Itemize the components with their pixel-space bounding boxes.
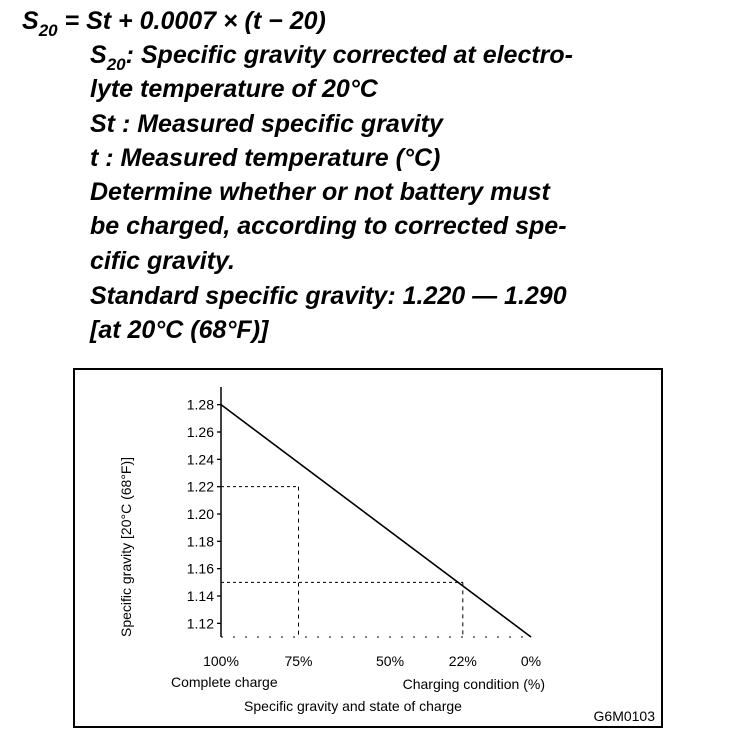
instruction-line-2: be charged, according to corrected spe-	[90, 212, 567, 240]
instruction-line-3: cific gravity.	[90, 247, 235, 275]
definition-s20-continued: lyte temperature of 20°C	[90, 75, 378, 103]
formula	[22, 6, 326, 39]
definition-st: St : Measured specific gravity	[90, 110, 443, 138]
instruction-line-1: Determine whether or not battery must	[90, 178, 550, 206]
y-tick-label-7: 1.14	[186, 588, 214, 604]
y-tick-label-0: 1.28	[186, 396, 214, 413]
y-axis-label: Specific gravity [20°C (68°F)]	[118, 456, 134, 638]
y-tick-label-8: 1.12	[186, 615, 214, 632]
x-tick-label-3: 22%	[448, 653, 477, 669]
chart-figure	[73, 368, 663, 728]
standard-gravity-line-2: [at 20°C (68°F)]	[90, 316, 269, 344]
definition-s20-subscript: 20	[106, 55, 126, 74]
definition-s20-text: : Specific gravity corrected at electro-	[125, 41, 573, 69]
formula-lhs-subscript: 20	[38, 21, 58, 40]
figure-code: G6M0103	[593, 708, 655, 724]
formula-lhs: S	[22, 7, 39, 35]
x-axis-label: Charging condition (%)	[402, 676, 545, 692]
definition-s20-symbol: S	[90, 41, 107, 69]
document-text	[0, 0, 736, 345]
standard-gravity-line-1: Standard specific gravity: 1.220 — 1.290	[90, 282, 567, 310]
series-line-0	[221, 405, 531, 637]
formula-rhs: = St + 0.0007 × (t − 20)	[57, 7, 326, 35]
y-tick-label-4: 1.20	[186, 506, 214, 522]
y-tick-label-6: 1.16	[186, 560, 214, 577]
x-tick-label-0: 100%	[203, 653, 239, 669]
y-tick-label-5: 1.18	[186, 533, 214, 550]
x-tick-label-4: 0%	[520, 653, 542, 669]
definition-t: t : Measured temperature (°C)	[90, 144, 441, 172]
x-tick-label-2: 50%	[376, 653, 405, 669]
complete-charge-label: Complete charge	[171, 674, 278, 690]
y-tick-label-3: 1.22	[186, 478, 214, 495]
y-tick-label-2: 1.24	[186, 451, 214, 468]
y-tick-label-1: 1.26	[186, 424, 214, 440]
x-tick-label-1: 75%	[284, 653, 313, 669]
definition-s20	[90, 40, 573, 73]
specific-gravity-chart	[75, 370, 661, 726]
chart-title: Specific gravity and state of charge	[244, 698, 462, 714]
